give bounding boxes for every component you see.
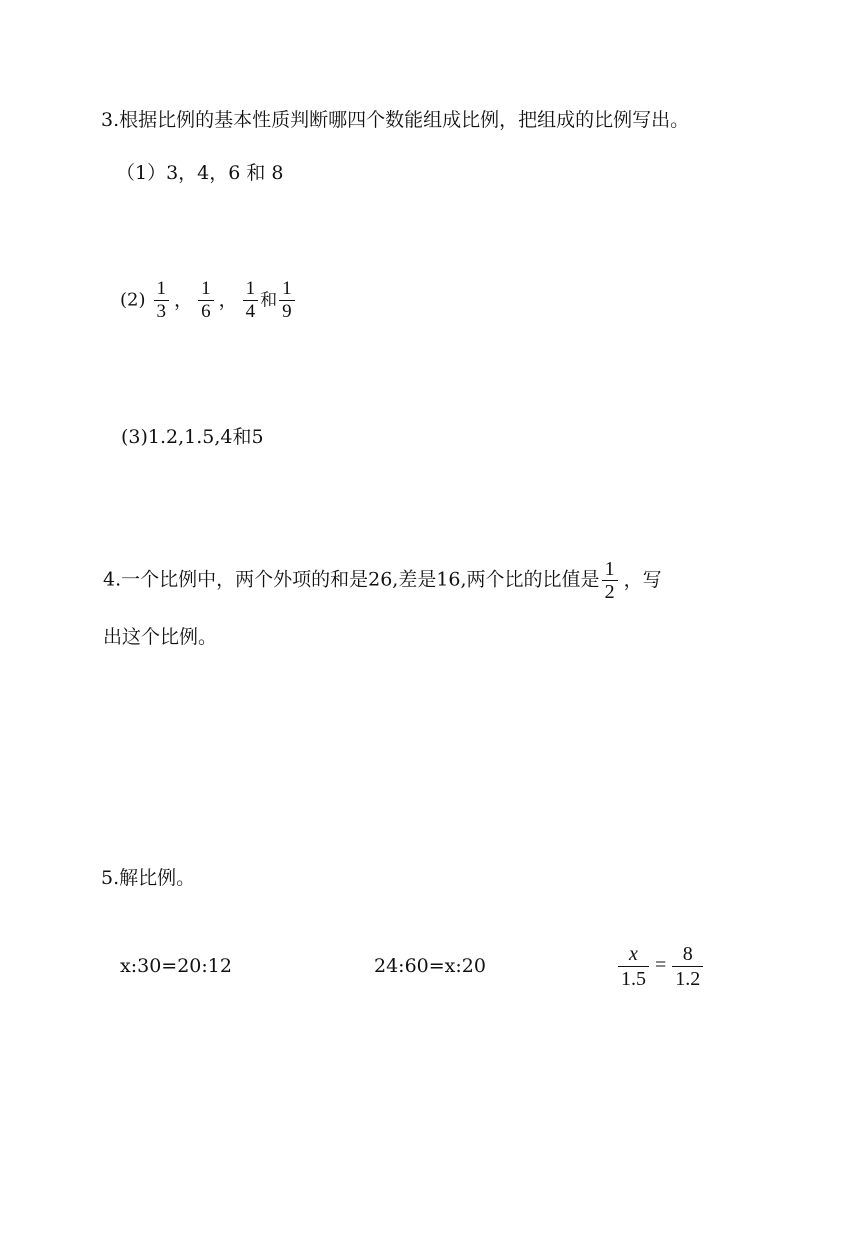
fraction-one-third: $\frac{1}{3}$ (154, 278, 170, 323)
fraction-one-sixth: $\frac{1}{6}$ (198, 278, 214, 323)
q4-text-before: 4.一个比例中，两个外项的和是26,差是16,两个比的比值是 (103, 568, 600, 591)
equals-sign: = (655, 954, 667, 977)
q3-title: 3.根据比例的基本性质判断哪四个数能组成比例，把组成的比例写出。 (101, 109, 690, 131)
q4-line1 (103, 558, 662, 603)
q3-part2 (120, 278, 297, 323)
equation-1: x:30=20:12 (120, 955, 232, 977)
q3-part1: （1）3，4，6 和 8 (116, 162, 284, 184)
and-word: 和 (260, 290, 278, 311)
separator: ， (218, 288, 238, 311)
fraction-one-ninth: $\frac{1}{9}$ (279, 278, 295, 323)
q3-part2-label: (2) (120, 289, 146, 311)
q5-title: 5.解比例。 (101, 867, 196, 889)
q3-part3: (3)1.2,1.5,4和5 (121, 426, 264, 448)
fraction-x-over-1-5: $\frac{x}{1.5}$ (618, 942, 649, 991)
equation-2: 24:60=x:20 (374, 955, 486, 977)
q4-text-after: ，写 (623, 568, 662, 591)
separator: ， (174, 288, 194, 311)
equation-3 (616, 942, 705, 991)
fraction-one-half: $\frac{1}{2}$ (602, 558, 618, 603)
fraction-one-fourth: $\frac{1}{4}$ (243, 278, 259, 323)
fraction-8-over-1-2: $\frac{8}{1.2}$ (672, 942, 703, 991)
q4-line2: 出这个比例。 (103, 626, 218, 648)
